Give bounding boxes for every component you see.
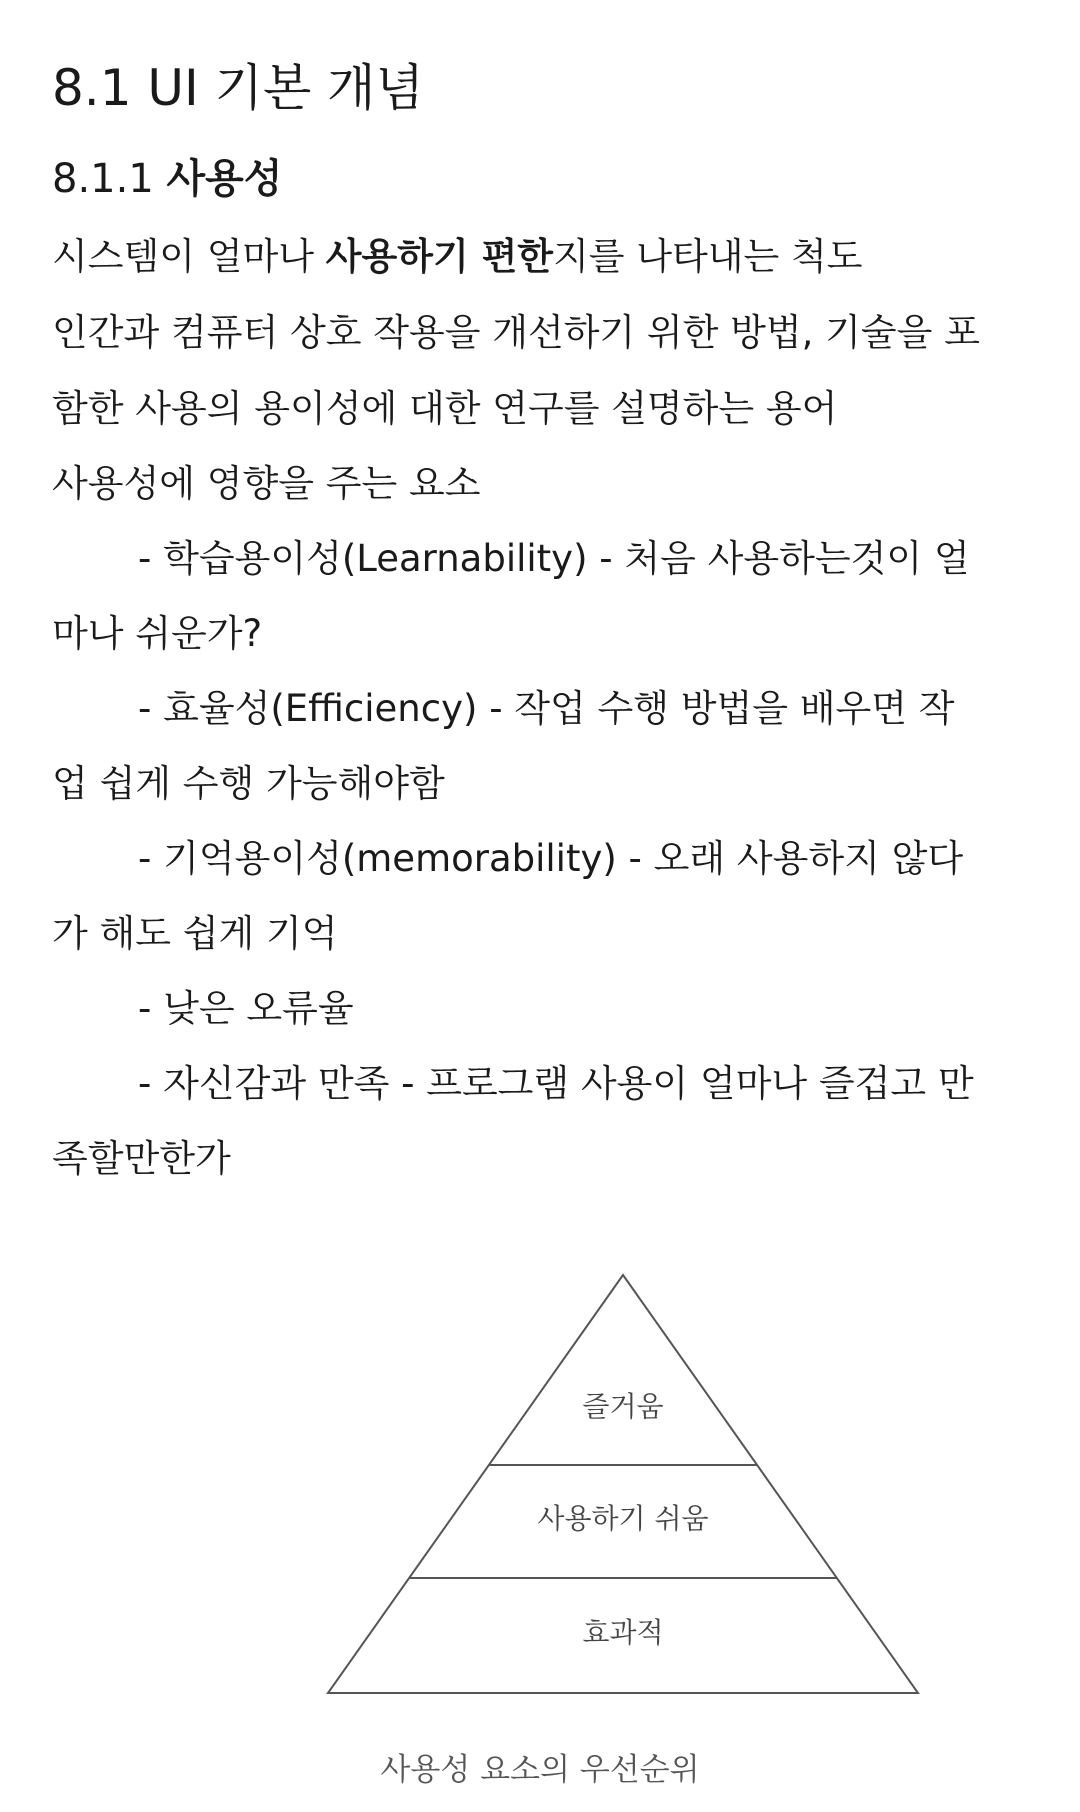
factor-efficiency-cont: 업 쉽게 수행 가능해야함: [52, 762, 445, 805]
factor-low-error-rate: - 낮은 오류율: [138, 987, 354, 1030]
intro-line-2: 인간과 컴퓨터 상호 작용을 개선하기 위한 방법, 기술을 포: [52, 311, 980, 354]
intro-line-3: 함한 사용의 용이성에 대한 연구를 설명하는 용어: [52, 387, 838, 430]
factor-memorability-cont: 가 해도 쉽게 기억: [52, 912, 338, 955]
subsection-title: 사용성: [166, 156, 283, 202]
subsection-heading: [52, 155, 282, 203]
pyramid-caption: 사용성 요소의 우선순위: [380, 1752, 700, 1788]
pyramid-outline: [328, 1275, 918, 1693]
intro-line-1-before: 시스템이 얼마나: [52, 235, 326, 278]
pyramid-tier-effective: 효과적: [582, 1616, 664, 1649]
intro-line-4: 사용성에 영향을 주는 요소: [52, 462, 481, 505]
subsection-number: 8.1.1: [52, 156, 154, 202]
factor-memorability: - 기억용이성(memorability) - 오래 사용하지 않다: [138, 837, 964, 880]
factor-satisfaction-cont: 족할만한가: [52, 1137, 231, 1180]
factor-learnability: - 학습용이성(Learnability) - 처음 사용하는것이 얼: [138, 537, 970, 580]
pyramid-tier-ease-of-use: 사용하기 쉬움: [537, 1502, 709, 1535]
factor-efficiency: - 효율성(Efficiency) - 작업 수행 방법을 배우면 작: [138, 687, 955, 730]
intro-line-1-after: 지를 나타내는 척도: [553, 235, 863, 278]
pyramid-tier-enjoyment: 즐거움: [582, 1390, 664, 1423]
intro-line-1-bold: 사용하기 편한: [325, 235, 554, 278]
section-heading: 8.1 UI 기본 개념: [52, 59, 424, 117]
factor-learnability-cont: 마나 쉬운가?: [52, 612, 263, 655]
factor-satisfaction: - 자신감과 만족 - 프로그램 사용이 얼마나 즐겁고 만: [138, 1062, 974, 1105]
intro-line-1: [52, 235, 863, 279]
